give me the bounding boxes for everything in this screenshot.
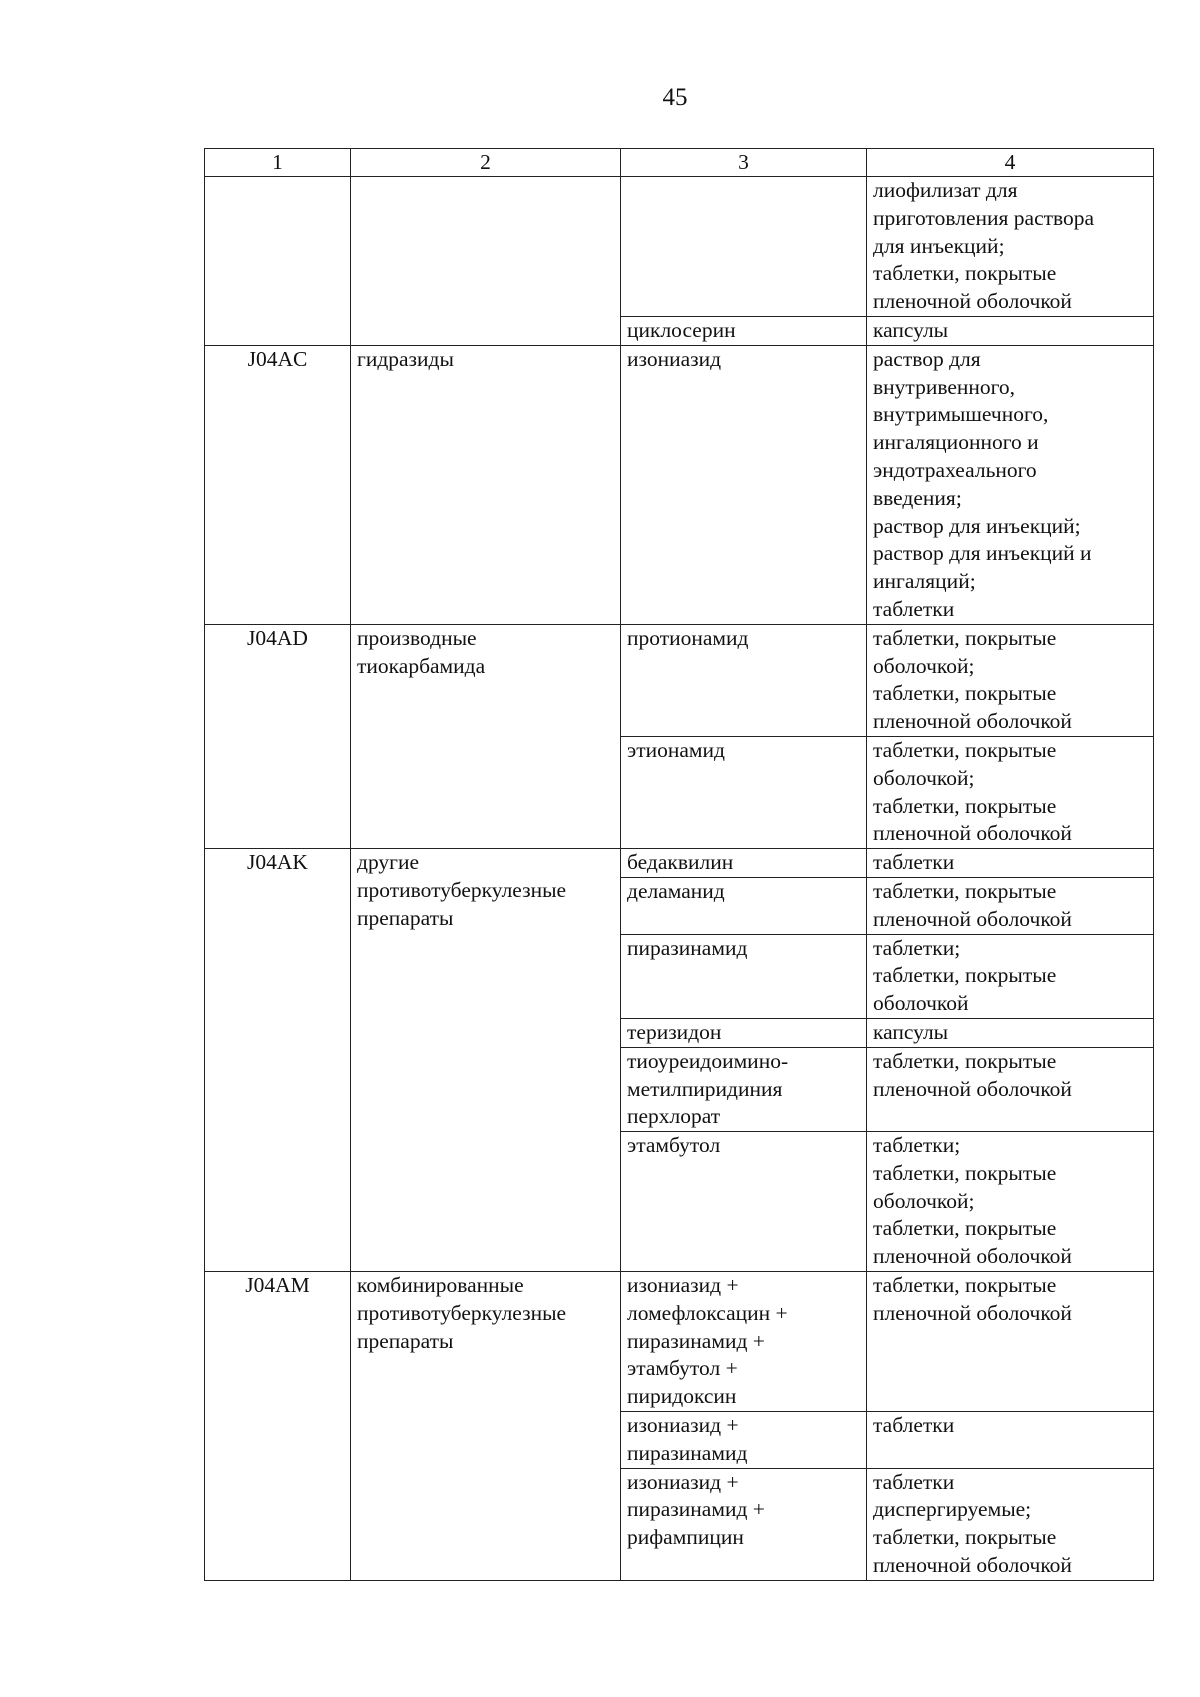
form-cell: таблетки <box>867 849 1154 878</box>
drug-cell: циклосерин <box>621 316 867 345</box>
table-row <box>205 345 1154 624</box>
drug-cell: пиразинамид <box>621 934 867 1018</box>
form-cell: таблетки, покрытые пленочной оболочкой <box>867 877 1154 934</box>
drug-cell: этионамид <box>621 736 867 848</box>
drug-cell: изониазид + ломефлоксацин + пиразинамид + этамбутол + пиридоксин <box>621 1272 867 1412</box>
drug-cell: изониазид + пиразинамид <box>621 1412 867 1469</box>
form-cell: раствор для внутривенного, внутримышечного, ингаляционного и эндотрахеального введения; раствор для инъекций; раствор для инъекций и ингаляций; таблетки <box>867 345 1154 624</box>
drug-cell: изониазид + пиразинамид + рифампицин <box>621 1468 867 1580</box>
atc-code-cell: J04AC <box>205 345 351 624</box>
form-cell: капсулы <box>867 1018 1154 1047</box>
column-header-4: 4 <box>867 149 1154 177</box>
drug-cell: протионамид <box>621 624 867 736</box>
drug-cell: изониазид <box>621 345 867 624</box>
drug-cell: тиоуреидоимино- метилпиридиния перхлорат <box>621 1047 867 1131</box>
group-cell: гидразиды <box>351 345 621 624</box>
table-header-row <box>205 149 1154 177</box>
form-cell: таблетки, покрытые пленочной оболочкой <box>867 1272 1154 1412</box>
drug-cell: деламанид <box>621 877 867 934</box>
atc-code-cell <box>205 177 351 346</box>
form-cell: таблетки диспергируемые; таблетки, покрытые пленочной оболочкой <box>867 1468 1154 1580</box>
drug-cell: теризидон <box>621 1018 867 1047</box>
form-cell: таблетки, покрытые оболочкой; таблетки, покрытые пленочной оболочкой <box>867 624 1154 736</box>
column-header-1: 1 <box>205 149 351 177</box>
form-cell: таблетки, покрытые пленочной оболочкой <box>867 1047 1154 1131</box>
atc-code-cell: J04AK <box>205 849 351 1272</box>
table-row <box>205 849 1154 878</box>
group-cell: другие противотуберкулезные препараты <box>351 849 621 1272</box>
group-cell: производные тиокарбамида <box>351 624 621 848</box>
form-cell: таблетки, покрытые оболочкой; таблетки, покрытые пленочной оболочкой <box>867 736 1154 848</box>
page-number: 45 <box>662 84 688 111</box>
form-cell: таблетки; таблетки, покрытые оболочкой; таблетки, покрытые пленочной оболочкой <box>867 1132 1154 1272</box>
atc-code-cell: J04AM <box>205 1272 351 1581</box>
form-cell: таблетки <box>867 1412 1154 1469</box>
table-row <box>205 624 1154 736</box>
column-header-3: 3 <box>621 149 867 177</box>
atc-code-cell: J04AD <box>205 624 351 848</box>
drug-cell: бедаквилин <box>621 849 867 878</box>
group-cell <box>351 177 621 346</box>
table-row <box>205 1272 1154 1412</box>
form-cell: лиофилизат для приготовления раствора для инъекций; таблетки, покрытые пленочной оболочкой <box>867 177 1154 317</box>
drug-cell: этамбутол <box>621 1132 867 1272</box>
group-cell: комбинированные противотуберкулезные препараты <box>351 1272 621 1581</box>
column-header-2: 2 <box>351 149 621 177</box>
form-cell: капсулы <box>867 316 1154 345</box>
table-row <box>205 177 1154 317</box>
drug-cell <box>621 177 867 317</box>
drug-table <box>204 148 1154 1581</box>
form-cell: таблетки; таблетки, покрытые оболочкой <box>867 934 1154 1018</box>
